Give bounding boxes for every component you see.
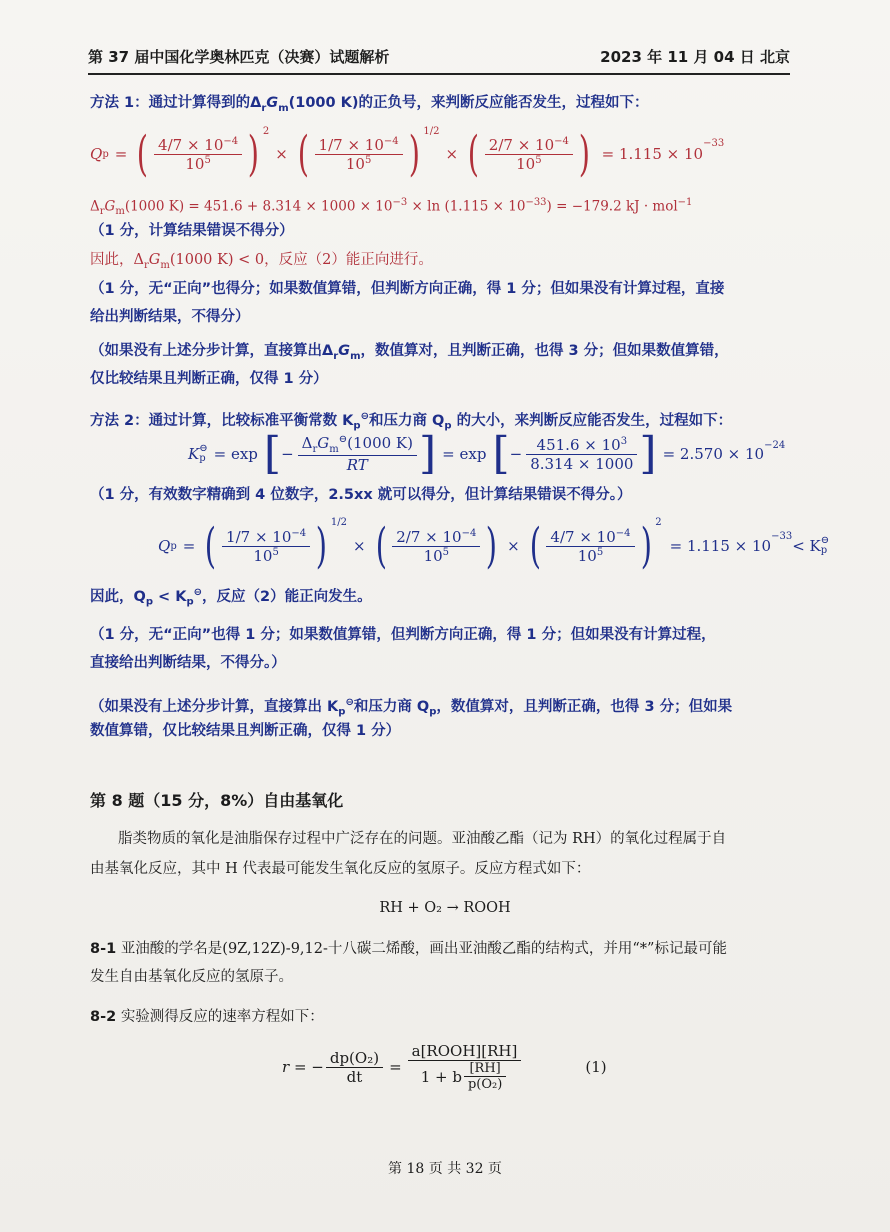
f2-exp: −4	[383, 135, 399, 147]
m2-qp-result: = 1.115 × 10	[669, 537, 772, 555]
q81-line1	[90, 936, 795, 962]
k-result: = 2.570 × 10	[662, 445, 765, 463]
score3-sub2: m	[350, 350, 361, 362]
rate-frac-2	[408, 1042, 522, 1092]
k-num-sup: ⊖	[338, 434, 348, 445]
dg-g: G	[104, 198, 116, 215]
k-sup: ⊖	[199, 443, 208, 454]
paren-close: )	[640, 518, 652, 574]
g3-den-exp: 5	[596, 546, 604, 558]
rate-num2: a[ROOH][RH]	[408, 1042, 522, 1061]
bracket-open: [	[492, 428, 510, 479]
k-eq2: = exp	[442, 445, 487, 463]
m2-title-sup: ⊖	[360, 411, 369, 422]
k-num-sub: r	[312, 444, 318, 455]
g3-exp: −4	[615, 527, 631, 539]
g3-den: 10	[577, 546, 597, 565]
q8-intro-line1: 脂类物质的氧化是油脂保存过程中广泛存在的问题。亚油酸乙酯（记为 RH）的氧化过程属于自	[118, 831, 727, 847]
equation-label: (1)	[585, 1058, 607, 1076]
method2-qp-equation	[158, 515, 829, 577]
f2-num: 1/7 × 10	[318, 135, 384, 154]
score6-mid: 和压力商 Q	[353, 698, 430, 715]
bracket-close: ]	[639, 428, 657, 479]
m2-times-1: ×	[352, 537, 366, 555]
score6-sub: p	[338, 706, 346, 718]
k-den: RT	[346, 456, 368, 474]
k-fraction-2	[526, 436, 637, 473]
dg-rest2: × ln (1.115 × 10	[407, 198, 526, 215]
m2-title-sub: p	[353, 420, 361, 432]
page-header	[88, 46, 790, 75]
method1-title-sub: r	[261, 102, 267, 114]
m2-title-sub2: p	[444, 420, 452, 432]
q8-intro-line2: 由基氧化反应，其中 H 代表最可能发生氧化反应的氢原子。反应方程式如下：	[90, 861, 591, 877]
header-date: 2023 年 11 月 04 日 北京	[600, 48, 790, 66]
score3-pre: （如果没有上述分步计算，直接算出Δ	[90, 343, 334, 359]
score6-sup: ⊖	[345, 697, 354, 708]
qp-label: Q	[90, 145, 103, 163]
qp-sub: p	[102, 148, 109, 160]
m2-concl-pre: 因此，Q	[90, 588, 146, 605]
concl-sub: r	[143, 259, 149, 271]
m2-qp-result-sub: p	[820, 545, 828, 556]
qp-result-exp: −33	[703, 138, 725, 149]
f1-den-exp: 5	[204, 154, 211, 166]
method1-title-text: 方法 1：通过计算得到的Δ	[90, 95, 262, 111]
m2-qp-result-rest: < K	[792, 537, 821, 555]
paren-close: )	[247, 126, 260, 182]
k-den2: 8.314 × 1000	[530, 454, 634, 473]
k-label: K	[188, 445, 200, 463]
f1-exp: −4	[223, 135, 239, 147]
k-num: Δ	[301, 434, 313, 452]
g1-pow: 1/2	[330, 517, 347, 528]
f2-den: 10	[345, 154, 365, 173]
dg-exp: −3	[392, 197, 408, 208]
method1-title-g: G	[266, 95, 279, 111]
g2-den: 10	[423, 546, 443, 565]
qp-result: = 1.115 × 10	[601, 145, 704, 163]
score3-sub: r	[333, 350, 339, 362]
rate-inner-num: [RH]	[464, 1061, 506, 1077]
score6-rest: ，数值算对，且判断正确，也得 3 分；但如果	[436, 698, 733, 715]
q81-number: 8-1	[90, 941, 117, 957]
method2-conclusion	[90, 580, 795, 616]
method2-score4: （1 分，有效数字精确到 4 位数字，2.5xx 就可以得分，但计算结果错误不得分。）	[90, 487, 632, 503]
dg-delta: Δ	[90, 198, 100, 215]
f2-den-exp: 5	[364, 154, 372, 166]
method1-score2-line2: 给出判断结果，不得分）	[90, 309, 250, 325]
g2-den-exp: 5	[442, 546, 450, 558]
method1-score1: （1 分，计算结果错误不得分）	[90, 223, 294, 239]
fraction-1	[154, 136, 242, 173]
k-sub: p	[199, 453, 206, 464]
fraction-2	[315, 136, 403, 173]
q82-number: 8-2	[90, 1009, 117, 1025]
rate-r: r = −	[282, 1058, 324, 1076]
qp-eq-sign: =	[114, 145, 128, 163]
m2-concl-rest: ，反应（2）能正向发生。	[202, 588, 372, 605]
page-footer: 第 18 页 共 32 页	[388, 1161, 502, 1177]
dg-sub2: m	[115, 206, 125, 218]
g1-num: 1/7 × 10	[226, 527, 292, 546]
paren-open: (	[137, 126, 149, 182]
f1-den: 10	[185, 154, 205, 173]
m2-qp-result-sup: ⊖	[820, 535, 830, 546]
f3-exp: −4	[554, 135, 569, 147]
q81-text: 亚油酸的学名是(9Z,12Z)-9,12-十八碳二烯酸，画出亚油酸乙酯的结构式，并用“*”标记最可能	[120, 941, 727, 957]
dg-exp2: −33	[525, 197, 547, 208]
paren-close: )	[486, 518, 498, 574]
score3-g: G	[338, 343, 351, 359]
f1-pow: 2	[262, 126, 270, 137]
method2-score6-line2: 数值算错，仅比较结果且判断正确，仅得 1 分）	[90, 723, 401, 739]
method2-k-equation: K ⊖ p = exp [ − $\frac{\Delta_rG_m^⊖(1000 K)}{RT}$ ] = exp [ − $\frac{451.6 \times 10^3}{8.314 \times 1000}$ ] = 2.570 × 10 $^{-24}$	[188, 428, 786, 479]
m2-qp-result-exp: −33	[771, 531, 793, 542]
dg-rest3: ) = −179.2 kJ · mol	[546, 198, 678, 215]
paren-close: )	[315, 518, 328, 574]
method1-score2-line1: （1 分，无“正向”也得分；如果数值算错，但判断方向正确，得 1 分；但如果没有计算过程，直接	[90, 281, 725, 297]
q82-text: 实验测得反应的速率方程如下：	[120, 1009, 324, 1025]
dg-rest: (1000 K) = 451.6 + 8.314 × 1000 × 10	[124, 198, 393, 215]
header-title: 第 37 届中国化学奥林匹克（决赛）试题解析	[88, 48, 390, 66]
paren-open: (	[529, 518, 541, 574]
bracket-close: ]	[418, 428, 437, 479]
g1-den: 10	[253, 546, 273, 565]
m2-times-2: ×	[507, 537, 520, 555]
concl-sub2: m	[160, 259, 170, 271]
paren-open: (	[375, 518, 387, 574]
method1-conclusion	[90, 247, 795, 279]
m2-qp-sub: p	[170, 540, 177, 552]
bracket-open: [	[263, 428, 282, 479]
g2-num: 2/7 × 10	[396, 527, 462, 546]
fraction-3	[485, 136, 573, 173]
dg-sub: r	[99, 206, 105, 218]
k-num-sub2: m	[329, 444, 339, 455]
g1-exp: −4	[291, 527, 307, 539]
m2-fraction-2	[392, 528, 480, 565]
question8-title: 第 8 题（15 分，8%）自由基氧化	[90, 791, 344, 810]
method1-title	[90, 90, 795, 122]
concl-g: G	[148, 252, 161, 268]
m2-concl-sub: p	[145, 596, 153, 608]
k-eq: = exp	[213, 445, 258, 463]
concl-pre: 因此，Δ	[90, 252, 144, 268]
m2-qp-eq: =	[182, 537, 196, 555]
k-num2: 451.6 × 10	[536, 435, 621, 454]
rate-num: dp(O₂)	[326, 1049, 383, 1068]
k-num2-exp: 3	[620, 435, 628, 447]
m2-title-mid: 和压力商 Q	[368, 412, 445, 429]
method2-score5-line2: 直接给出判断结果，不得分。）	[90, 655, 286, 671]
method1-title-sub2: m	[278, 102, 289, 114]
k-fraction-1	[298, 434, 417, 474]
concl-rest: (1000 K) < 0，反应（2）能正向进行。	[169, 252, 433, 268]
rate-eq: =	[389, 1058, 402, 1076]
f2-pow: 1/2	[423, 126, 440, 137]
paren-close: )	[578, 126, 590, 182]
k-num-rest: (1000 K)	[347, 434, 413, 452]
g3-pow: 2	[655, 517, 662, 528]
q81-line2: 发生自由基氧化反应的氢原子。	[90, 969, 293, 985]
rate-den2-pre: 1 + b	[420, 1067, 462, 1086]
g1-den-exp: 5	[272, 546, 279, 558]
m2-title-rest: 的大小，来判断反应能否发生，过程如下：	[451, 412, 733, 429]
rate-inner-frac	[464, 1061, 506, 1092]
method2-score5-line1: （1 分，无“正向”也得 1 分；如果数值算错，但判断方向正确，得 1 分；但如果没有计算过程，	[90, 627, 716, 643]
paren-open: (	[297, 126, 309, 182]
score6-sub2: p	[429, 706, 437, 718]
dg-exp3: −1	[677, 197, 693, 208]
m2-concl-sub2: p	[186, 596, 194, 608]
f3-den: 10	[516, 154, 536, 173]
rate-den: dt	[346, 1067, 363, 1086]
rate-equation	[282, 1032, 607, 1102]
method1-qp-equation	[90, 124, 724, 184]
f1-num: 4/7 × 10	[158, 135, 224, 154]
k-num-g: G	[317, 434, 330, 452]
g2-exp: −4	[461, 527, 477, 539]
paren-open: (	[205, 518, 217, 574]
method1-score3-line2: 仅比较结果且判断正确，仅得 1 分）	[90, 371, 328, 387]
q82-line	[90, 1004, 795, 1030]
method1-title-rest: (1000 K)的正负号，来判断反应能否发生，过程如下：	[288, 95, 649, 111]
m2-fraction-1	[222, 528, 310, 565]
m2-title-pre: 方法 2：通过计算，比较标准平衡常数 K	[90, 412, 354, 429]
score3-rest: ，数值算对，且判断正确，也得 3 分；但如果数值算错，	[360, 343, 729, 359]
score6-pre: （如果没有上述分步计算，直接算出 K	[90, 698, 339, 715]
m2-concl-mid: < K	[153, 588, 187, 605]
m2-concl-sup: ⊖	[193, 587, 203, 598]
m2-fraction-3	[546, 528, 634, 565]
k-result-exp: −24	[764, 440, 786, 451]
times-1: ×	[275, 145, 288, 163]
rate-frac-1	[326, 1049, 383, 1086]
m2-qp-label: Q	[158, 537, 171, 555]
paren-open: (	[467, 126, 480, 182]
g3-num: 4/7 × 10	[550, 527, 616, 546]
times-2: ×	[445, 145, 459, 163]
paren-close: )	[408, 126, 420, 182]
rate-inner-den: p(O₂)	[467, 1077, 503, 1092]
q8-reaction: RH + O₂ → ROOH	[379, 900, 511, 916]
f3-den-exp: 5	[535, 154, 542, 166]
f3-num: 2/7 × 10	[488, 135, 555, 154]
